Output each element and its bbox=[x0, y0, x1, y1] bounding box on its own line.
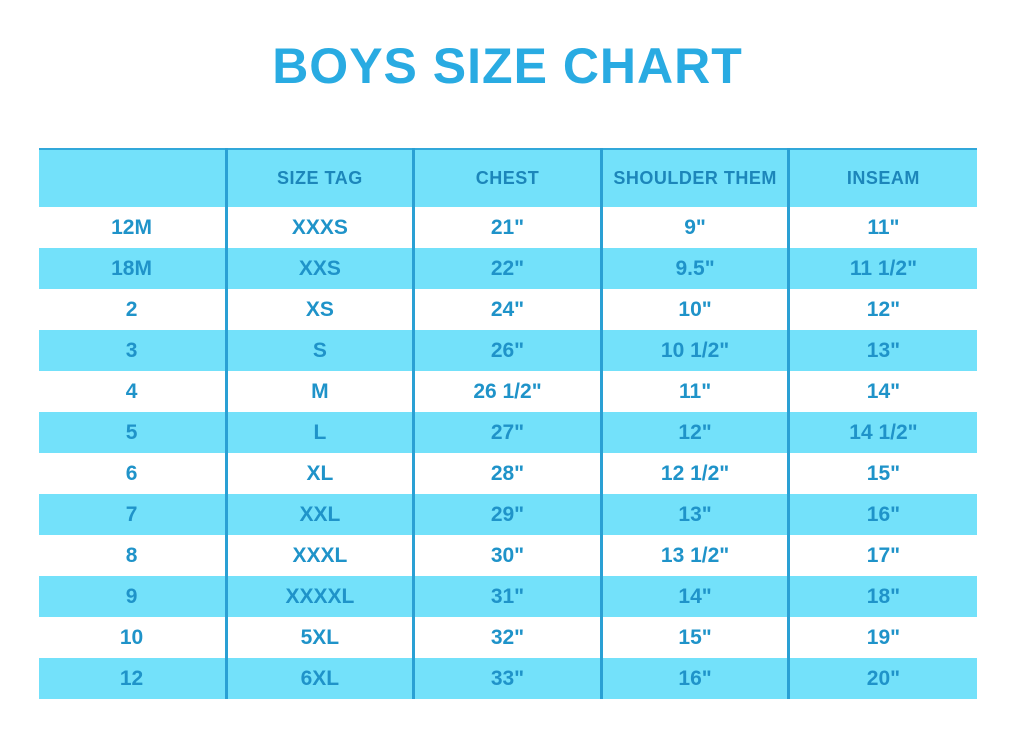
table-row bbox=[39, 289, 977, 330]
measurement-cell: 12 1/2" bbox=[601, 453, 789, 494]
measurement-cell: 10" bbox=[601, 289, 789, 330]
measurement-cell: 5XL bbox=[226, 617, 414, 658]
table-row bbox=[39, 330, 977, 371]
measurement-cell: S bbox=[226, 330, 414, 371]
measurement-cell: 15" bbox=[601, 617, 789, 658]
table-row bbox=[39, 535, 977, 576]
size-label-cell: 7 bbox=[39, 494, 227, 535]
measurement-cell: 29" bbox=[414, 494, 602, 535]
measurement-cell: 9" bbox=[601, 207, 789, 248]
size-label-cell: 9 bbox=[39, 576, 227, 617]
column-header: SHOULDER THEM bbox=[601, 149, 789, 207]
table-header-row bbox=[39, 149, 977, 207]
measurement-cell: 15" bbox=[789, 453, 977, 494]
table-row bbox=[39, 576, 977, 617]
size-label-cell: 4 bbox=[39, 371, 227, 412]
measurement-cell: XXXL bbox=[226, 535, 414, 576]
size-label-cell: 3 bbox=[39, 330, 227, 371]
size-label-cell: 5 bbox=[39, 412, 227, 453]
measurement-cell: 11" bbox=[789, 207, 977, 248]
measurement-cell: 32" bbox=[414, 617, 602, 658]
measurement-cell: 33" bbox=[414, 658, 602, 699]
measurement-cell: 9.5" bbox=[601, 248, 789, 289]
measurement-cell: 16" bbox=[789, 494, 977, 535]
size-label-cell: 10 bbox=[39, 617, 227, 658]
page-title: BOYS SIZE CHART bbox=[272, 38, 743, 94]
table-row bbox=[39, 207, 977, 248]
measurement-cell: 20" bbox=[789, 658, 977, 699]
measurement-cell: 13" bbox=[789, 330, 977, 371]
table-row bbox=[39, 453, 977, 494]
measurement-cell: 12" bbox=[601, 412, 789, 453]
column-header-size bbox=[39, 149, 227, 207]
measurement-cell: XXL bbox=[226, 494, 414, 535]
measurement-cell: 24" bbox=[414, 289, 602, 330]
measurement-cell: XXXXL bbox=[226, 576, 414, 617]
table-row bbox=[39, 248, 977, 289]
measurement-cell: 26 1/2" bbox=[414, 371, 602, 412]
measurement-cell: XXXS bbox=[226, 207, 414, 248]
size-label-cell: 12M bbox=[39, 207, 227, 248]
table-row bbox=[39, 617, 977, 658]
measurement-cell: 17" bbox=[789, 535, 977, 576]
measurement-cell: XS bbox=[226, 289, 414, 330]
measurement-cell: M bbox=[226, 371, 414, 412]
size-label-cell: 12 bbox=[39, 658, 227, 699]
table-row bbox=[39, 412, 977, 453]
measurement-cell: 18" bbox=[789, 576, 977, 617]
column-header: INSEAM bbox=[789, 149, 977, 207]
measurement-cell: XL bbox=[226, 453, 414, 494]
measurement-cell: 26" bbox=[414, 330, 602, 371]
measurement-cell: 13 1/2" bbox=[601, 535, 789, 576]
measurement-cell: 10 1/2" bbox=[601, 330, 789, 371]
measurement-cell: 22" bbox=[414, 248, 602, 289]
measurement-cell: 19" bbox=[789, 617, 977, 658]
table-body bbox=[39, 207, 977, 699]
column-header: CHEST bbox=[414, 149, 602, 207]
measurement-cell: 30" bbox=[414, 535, 602, 576]
measurement-cell: 6XL bbox=[226, 658, 414, 699]
size-chart-table bbox=[39, 148, 977, 699]
measurement-cell: 28" bbox=[414, 453, 602, 494]
measurement-cell: 11" bbox=[601, 371, 789, 412]
measurement-cell: 12" bbox=[789, 289, 977, 330]
size-label-cell: 2 bbox=[39, 289, 227, 330]
column-header: SIZE TAG bbox=[226, 149, 414, 207]
table-header bbox=[39, 149, 977, 207]
measurement-cell: XXS bbox=[226, 248, 414, 289]
size-label-cell: 8 bbox=[39, 535, 227, 576]
measurement-cell: 31" bbox=[414, 576, 602, 617]
measurement-cell: 21" bbox=[414, 207, 602, 248]
table-row bbox=[39, 371, 977, 412]
measurement-cell: 14" bbox=[789, 371, 977, 412]
measurement-cell: L bbox=[226, 412, 414, 453]
measurement-cell: 16" bbox=[601, 658, 789, 699]
size-label-cell: 18M bbox=[39, 248, 227, 289]
table-row bbox=[39, 658, 977, 699]
table-row bbox=[39, 494, 977, 535]
measurement-cell: 14 1/2" bbox=[789, 412, 977, 453]
measurement-cell: 27" bbox=[414, 412, 602, 453]
size-label-cell: 6 bbox=[39, 453, 227, 494]
measurement-cell: 13" bbox=[601, 494, 789, 535]
measurement-cell: 14" bbox=[601, 576, 789, 617]
measurement-cell: 11 1/2" bbox=[789, 248, 977, 289]
